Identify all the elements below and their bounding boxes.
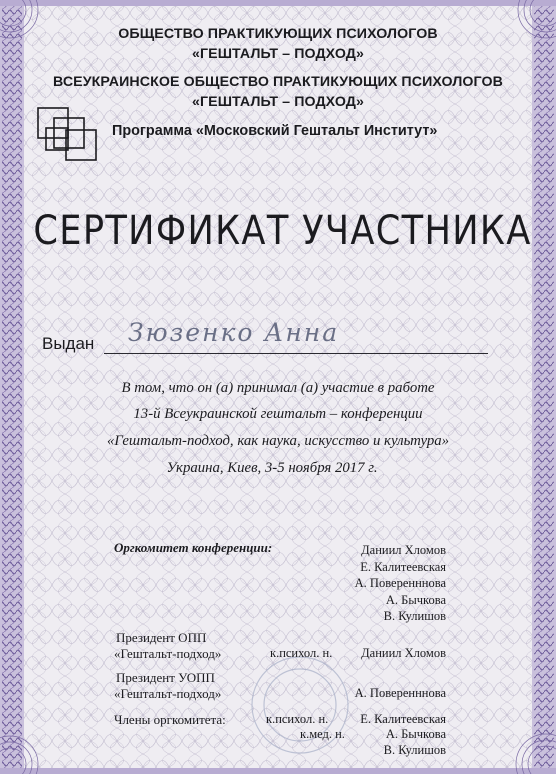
header-line-1: ОБЩЕСТВО ПРАКТИКУЮЩИХ ПСИХОЛОГОВ: [118, 26, 438, 42]
committee-members-label: Члены оргкомитета:: [114, 712, 226, 727]
certificate-title: СЕРТИФИКАТ УЧАСТНИКА: [33, 208, 532, 254]
committee-member-name: А. Бычкова: [385, 727, 446, 741]
president-opp-line-1: Президент ОПП: [116, 630, 207, 645]
orgcommittee-member: А. Бычкова: [385, 593, 446, 607]
program-line: Программа «Московский Гештальт Институт»: [112, 123, 438, 139]
recipient-name-handwritten: Зюзенко Анна: [128, 318, 340, 347]
issued-label: Выдан: [42, 334, 95, 353]
orgcommittee-label: Оргкомитет конференции:: [114, 540, 273, 555]
header-line-3: ВСЕУКРАИНСКОЕ ОБЩЕСТВО ПРАКТИКУЮЩИХ ПСИХОЛОГОВ: [53, 74, 503, 90]
orgcommittee-member: В. Кулишов: [383, 609, 446, 623]
body-line-2: 13-й Всеукраинской гештальт – конференции: [133, 406, 423, 422]
header-line-2: «ГЕШТАЛЬТ – ПОДХОД»: [192, 46, 364, 62]
header-line-4: «ГЕШТАЛЬТ – ПОДХОД»: [192, 94, 364, 110]
committee-member-name: В. Кулишов: [383, 743, 446, 757]
orgcommittee-member: Даниил Хломов: [361, 543, 446, 557]
president-opp-degree: к.психол. н.: [270, 646, 333, 660]
body-line-4: Украина, Киев, 3-5 ноября 2017 г.: [166, 460, 378, 476]
orgcommittee-member: А. Поверенннова: [354, 576, 446, 590]
orgcommittee-member: Е. Калитеевская: [360, 560, 446, 574]
president-uopp-name: А. Поверенннова: [354, 686, 446, 700]
committee-degree: к.мед. н.: [300, 727, 345, 741]
issued-underline: [104, 353, 488, 354]
body-line-3: «Гештальт-подход, как наука, искусство и культура»: [106, 433, 450, 449]
president-opp-line-2: «Гештальт-подход»: [114, 646, 222, 661]
committee-member-name: Е. Калитеевская: [360, 712, 446, 726]
president-uopp-line-2: «Гештальт-подход»: [114, 686, 222, 701]
president-uopp-line-1: Президент УОПП: [116, 670, 215, 685]
committee-degree: к.психол. н.: [266, 712, 329, 726]
gestalt-squares-logo: [36, 106, 100, 164]
president-opp-name: Даниил Хломов: [361, 646, 446, 660]
body-line-1: В том, что он (а) принимал (а) участие в работе: [121, 380, 435, 396]
